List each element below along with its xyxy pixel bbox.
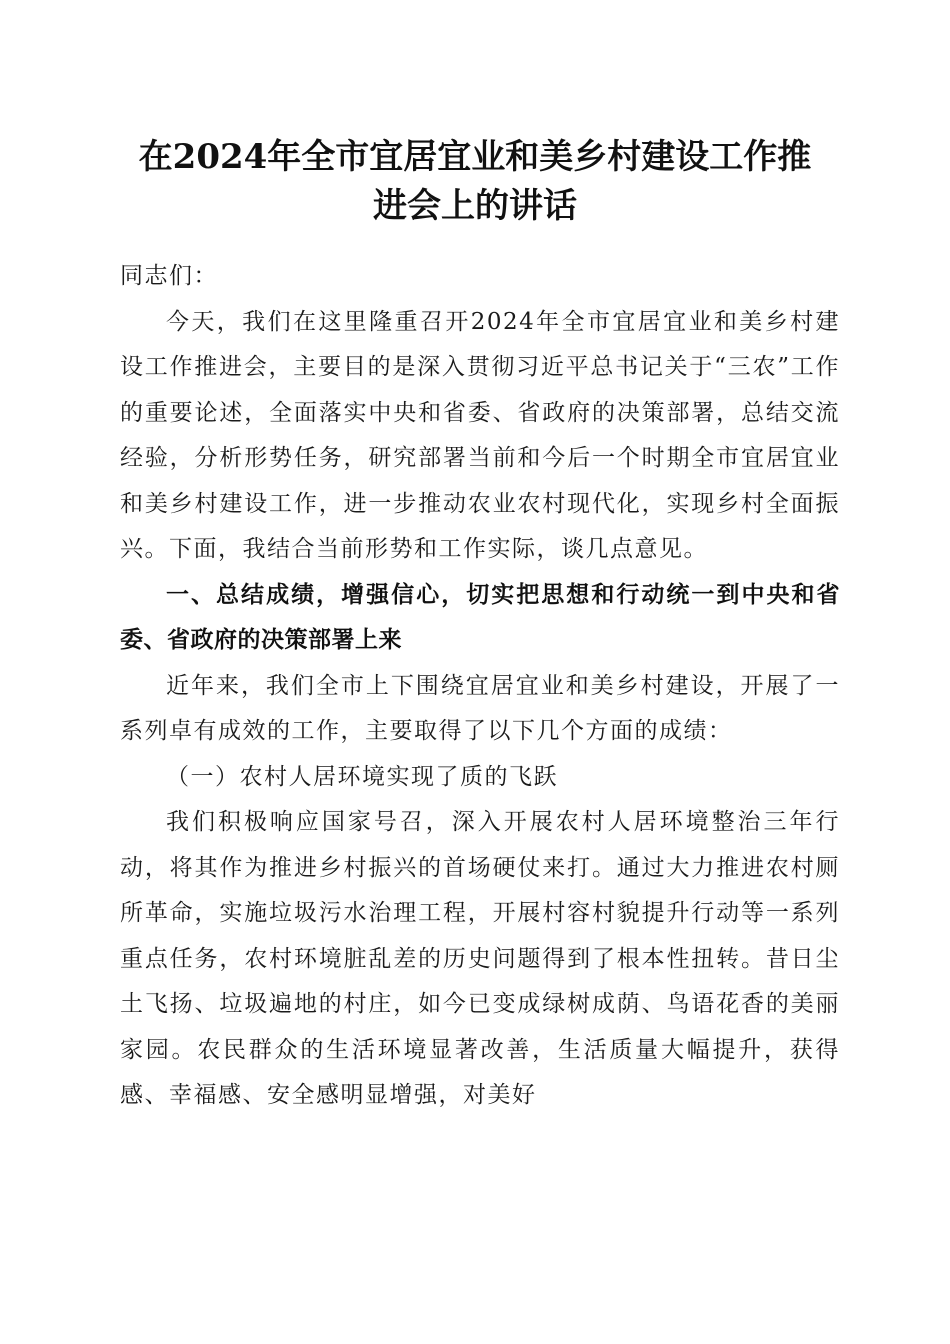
subsection-1-text: 我们积极响应国家号召，深入开展农村人居环境整治三年行动，将其作为推进乡村振兴的首场硬仗来打。通过大力推进农村厕所革命，实施垃圾污水治理工程，开展村容村貌提升行动等一系列重点任务，农村环境脏乱差的历史问题得到了根本性扭转。昔日尘土飞扬、垃圾遍地的村庄，如今已变成绿树成荫、鸟语花香的美丽家园。农民群众的生活环境显著改善，生活质量大幅提升，获得感、幸福感、安全感明显增强，对美好 [120,809,840,1108]
title-line-1: 在2024年全市宜居宜业和美乡村建设工作推 [138,137,812,177]
section-heading-1: 一、总结成绩，增强信心，切实把思想和行动统一到中央和省委、省政府的决策部署上来 [120,581,840,653]
document-title [90,133,860,231]
document-body [120,254,840,1119]
section-1-intro: 近年来，我们全市上下围绕宜居宜业和美乡村建设，开展了一系列卓有成效的工作，主要取得了以下几个方面的成绩： [120,672,840,744]
subsection-heading-1: （一）农村人居环境实现了质的飞跃 [166,763,558,790]
opening-paragraph: 今天，我们在这里隆重召开2024年全市宜居宜业和美乡村建设工作推进会，主要目的是深入贯彻习近平总书记关于“三农”工作的重要论述，全面落实中央和省委、省政府的决策部署，总结交流经验，分析形势任务，研究部署当前和今后一个时期全市宜居宜业和美乡村建设工作，进一步推动农业农村现代化，实现乡村全面振兴。下面，我结合当前形势和工作实际，谈几点意见。 [120,308,840,562]
salutation: 同志们： [120,263,218,289]
title-line-2: 进会上的讲话 [373,186,577,226]
